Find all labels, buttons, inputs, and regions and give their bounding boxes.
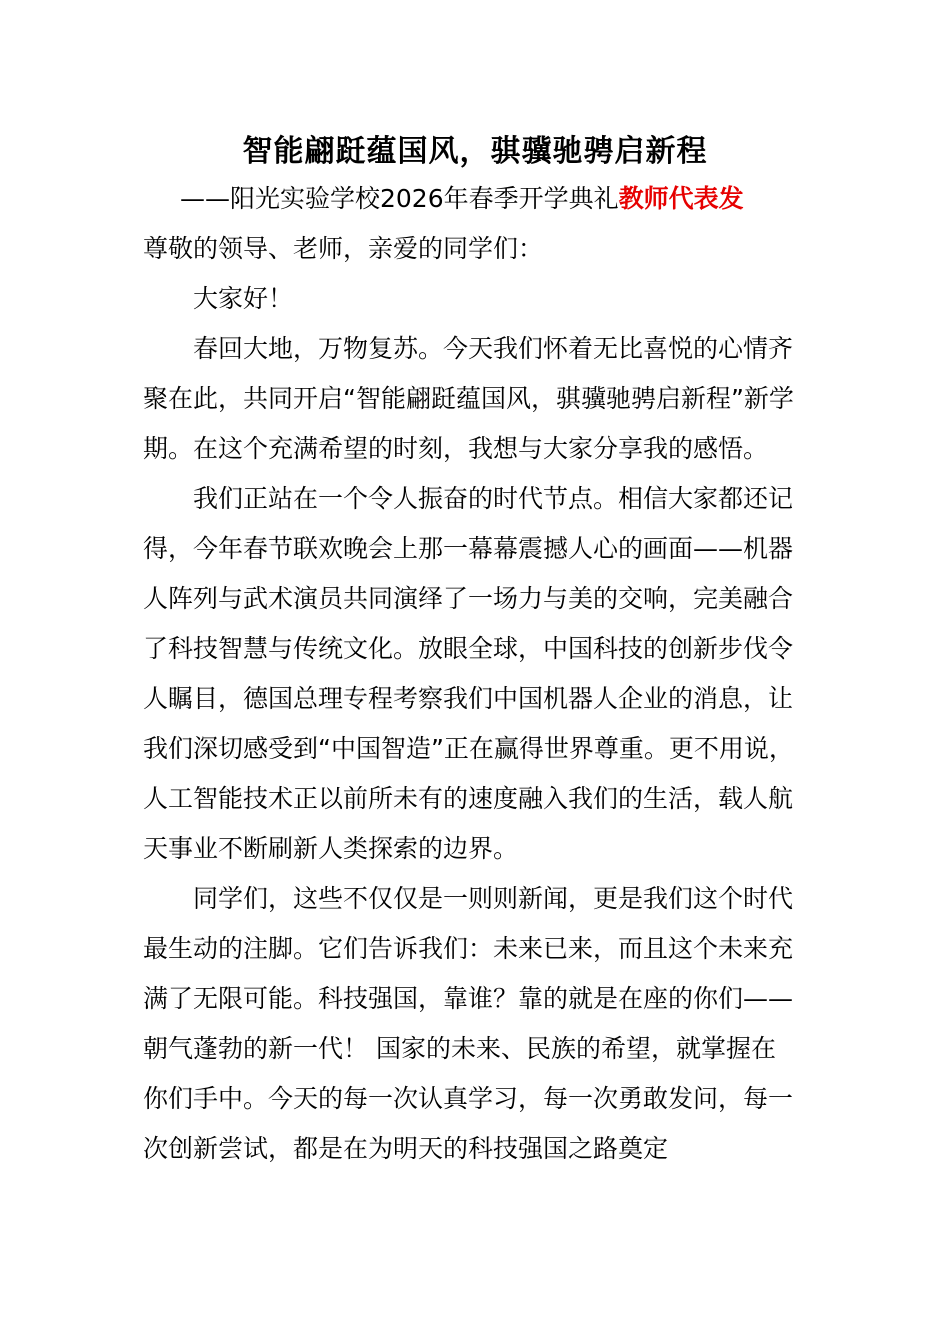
body-paragraph: 春回大地，万物复苏。今天我们怀着无比喜悦的心情齐聚在此，共同开启“智能翩跹蕴国风，骐骥驰骋启新程”新学期。在这个充满希望的时刻，我想与大家分享我的感悟。 bbox=[143, 334, 794, 463]
body-paragraph: 我们正站在一个令人振奋的时代节点。相信大家都还记得，今年春节联欢晚会上那一幕幕震撼人心的画面——机器人阵列与武术演员共同演绎了一场力与美的交响，完美融合了科技智慧与传统文化。放眼全球，中国科技的创新步伐令人瞩目，德国总理专程考察我们中国机器人企业的消息，让我们深切感受到“中国智造”正在赢得世界尊重。更不用说，人工智能技术正以前所未有的速度融入我们的生活，载人航天事业不断刷新人类探索的边界。 bbox=[143, 484, 794, 863]
document-title: 智能翩跹蕴国风，骐骥驰骋启新程 bbox=[242, 134, 708, 169]
subtitle-highlight: 教师代表发 bbox=[618, 184, 744, 213]
salutation: 尊敬的领导、老师，亲爱的同学们： bbox=[143, 234, 544, 263]
document-subtitle bbox=[180, 176, 744, 222]
body-paragraph: 同学们，这些不仅仅是一则则新闻，更是我们这个时代最生动的注脚。它们告诉我们：未来已来，而且这个未来充满了无限可能。科技强国，靠谁？靠的就是在座的你们——朝气蓬勃的新一代！ 国家的未来、民族的希望，就掌握在你们手中。今天的每一次认真学习，每一次勇敢发问，每一次创新尝试，都是在为明天的科技强国之路奠定 bbox=[143, 884, 794, 1163]
subtitle-prefix: ——阳光实验学校2026年春季开学典礼 bbox=[180, 184, 619, 213]
document-body bbox=[143, 224, 798, 1174]
greeting-paragraph: 大家好！ bbox=[193, 284, 294, 313]
